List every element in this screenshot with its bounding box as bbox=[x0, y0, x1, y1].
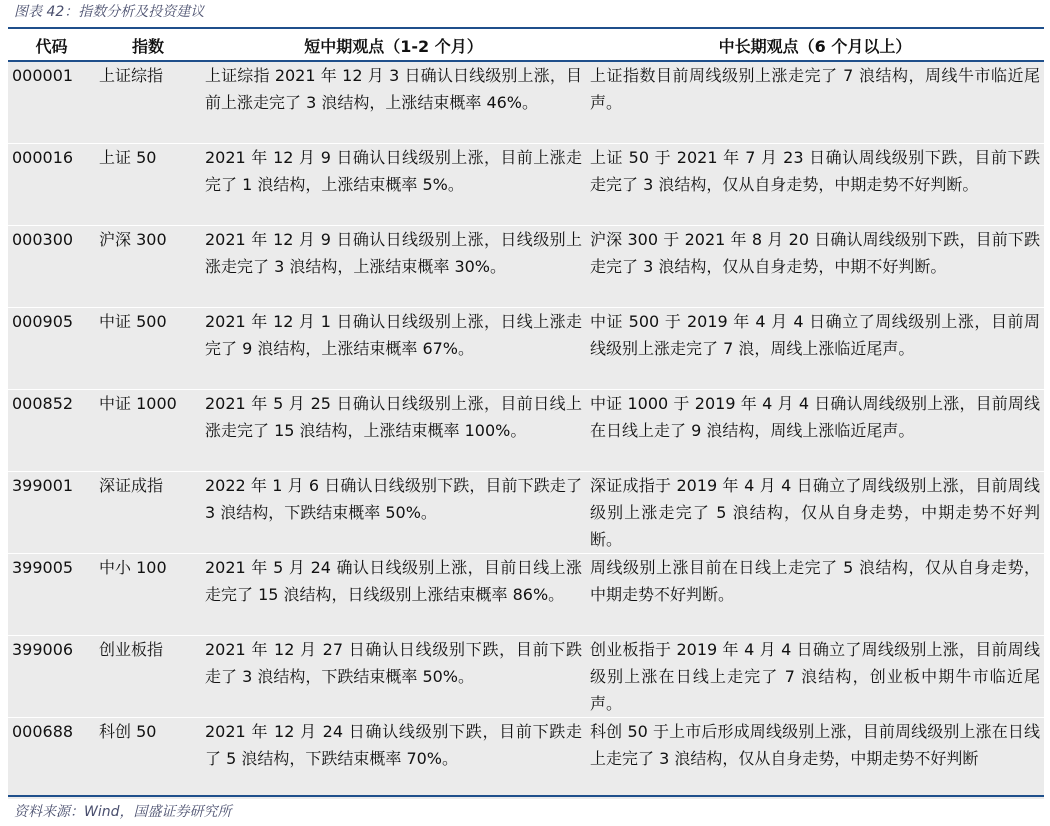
table-row bbox=[8, 143, 1044, 225]
cell-code: 000905 bbox=[8, 307, 95, 389]
table-row bbox=[8, 635, 1044, 717]
cell-short-term: 上证综指 2021 年 12 月 3 日确认日线级别上涨，目前上涨走完了 3 浪结构，上涨结束概率 46%。 bbox=[201, 61, 586, 143]
cell-short-term: 2022 年 1 月 6 日确认日线级别下跌，目前下跌走了 3 浪结构，下跌结束概率 50%。 bbox=[201, 471, 586, 553]
cell-code: 399006 bbox=[8, 635, 95, 717]
cell-long-term: 周线级别上涨目前在日线上走完了 5 浪结构，仅从自身走势，中期走势不好判断。 bbox=[586, 553, 1044, 635]
cell-short-term: 2021 年 5 月 25 日确认日线级别上涨，目前日线上涨走完了 15 浪结构，上涨结束概率 100%。 bbox=[201, 389, 586, 471]
cell-index: 上证综指 bbox=[95, 61, 201, 143]
cell-short-term: 2021 年 12 月 27 日确认日线级别下跌，目前下跌走了 3 浪结构，下跌结束概率 50%。 bbox=[201, 635, 586, 717]
header-row bbox=[8, 30, 1044, 61]
cell-code: 399005 bbox=[8, 553, 95, 635]
cell-short-term: 2021 年 12 月 1 日确认日线级别上涨，日线上涨走完了 9 浪结构，上涨结束概率 67%。 bbox=[201, 307, 586, 389]
index-analysis-table bbox=[8, 30, 1044, 800]
table-row bbox=[8, 61, 1044, 143]
cell-short-term: 2021 年 12 月 9 日确认日线级别上涨，目前上涨走完了 1 浪结构，上涨结束概率 5%。 bbox=[201, 143, 586, 225]
table-row bbox=[8, 225, 1044, 307]
source-note: 资料来源：Wind，国盛证券研究所 bbox=[14, 804, 232, 820]
header-code: 代码 bbox=[8, 30, 95, 61]
cell-code: 000852 bbox=[8, 389, 95, 471]
cell-index: 深证成指 bbox=[95, 471, 201, 553]
table-row bbox=[8, 553, 1044, 635]
figure-caption: 图表 42：指数分析及投资建议 bbox=[14, 4, 205, 20]
cell-index: 上证 50 bbox=[95, 143, 201, 225]
cell-code: 399001 bbox=[8, 471, 95, 553]
cell-code: 000300 bbox=[8, 225, 95, 307]
top-rule bbox=[8, 27, 1044, 29]
cell-long-term: 沪深 300 于 2021 年 8 月 20 日确认周线级别下跌，目前下跌走完了 3 浪结构，仅从自身走势，中期不好判断。 bbox=[586, 225, 1044, 307]
cell-index: 中证 1000 bbox=[95, 389, 201, 471]
cell-long-term: 中证 500 于 2019 年 4 月 4 日确立了周线级别上涨，目前周线级别上涨走完了 7 浪，周线上涨临近尾声。 bbox=[586, 307, 1044, 389]
cell-index: 科创 50 bbox=[95, 717, 201, 799]
cell-index: 创业板指 bbox=[95, 635, 201, 717]
cell-long-term: 上证 50 于 2021 年 7 月 23 日确认周线级别下跌，目前下跌走完了 3 浪结构，仅从自身走势，中期走势不好判断。 bbox=[586, 143, 1044, 225]
cell-long-term: 深证成指于 2019 年 4 月 4 日确立了周线级别上涨，目前周线级别上涨走完了 5 浪结构，仅从自身走势，中期走势不好判断。 bbox=[586, 471, 1044, 553]
cell-long-term: 科创 50 于上市后形成周线级别上涨，目前周线级别上涨在日线上走完了 3 浪结构，仅从自身走势，中期走势不好判断 bbox=[586, 717, 1044, 799]
cell-long-term: 上证指数目前周线级别上涨走完了 7 浪结构，周线牛市临近尾声。 bbox=[586, 61, 1044, 143]
cell-code: 000001 bbox=[8, 61, 95, 143]
table-row bbox=[8, 307, 1044, 389]
cell-long-term: 中证 1000 于 2019 年 4 月 4 日确认周线级别上涨，目前周线在日线上走了 9 浪结构，周线上涨临近尾声。 bbox=[586, 389, 1044, 471]
cell-long-term: 创业板指于 2019 年 4 月 4 日确立了周线级别上涨，目前周线级别上涨在日线上走完了 7 浪结构，创业板中期牛市临近尾声。 bbox=[586, 635, 1044, 717]
header-long-term: 中长期观点（6 个月以上） bbox=[586, 30, 1044, 61]
cell-code: 000016 bbox=[8, 143, 95, 225]
header-index: 指数 bbox=[95, 30, 201, 61]
cell-code: 000688 bbox=[8, 717, 95, 799]
cell-index: 中证 500 bbox=[95, 307, 201, 389]
bottom-rule bbox=[8, 795, 1044, 797]
table-row bbox=[8, 471, 1044, 553]
cell-index: 中小 100 bbox=[95, 553, 201, 635]
cell-short-term: 2021 年 12 月 9 日确认日线级别上涨，日线级别上涨走完了 3 浪结构，上涨结束概率 30%。 bbox=[201, 225, 586, 307]
table-row bbox=[8, 717, 1044, 799]
header-short-term: 短中期观点（1-2 个月） bbox=[201, 30, 586, 61]
cell-short-term: 2021 年 5 月 24 确认日线级别上涨，目前日线上涨走完了 15 浪结构，日线级别上涨结束概率 86%。 bbox=[201, 553, 586, 635]
cell-index: 沪深 300 bbox=[95, 225, 201, 307]
table-row bbox=[8, 389, 1044, 471]
cell-short-term: 2021 年 12 月 24 日确认线级别下跌，目前下跌走了 5 浪结构，下跌结束概率 70%。 bbox=[201, 717, 586, 799]
